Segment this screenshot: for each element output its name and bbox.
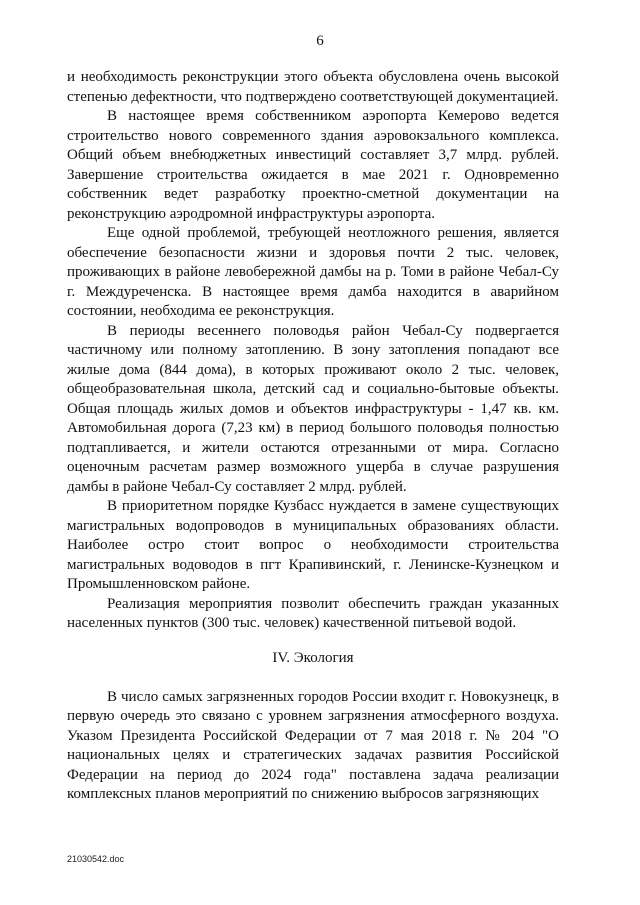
paragraph-dam-safety: Еще одной проблемой, требующей неотложного решения, является обеспечение безопасности жизни и здоровья почти 2 тыс. человек, проживающих в районе левобережной дамбы на р. Томи в районе Чебал-Су г. Междуреченска. В настоящее время дамба находится в аварийном состоянии, необходима ее реконструкция. xyxy=(67,225,559,319)
document-file-code: 21030542.doc xyxy=(67,854,125,864)
page-number: 6 xyxy=(316,33,324,49)
paragraph-flooding: В периоды весеннего половодья район Чебал-Су подвергается частичному или полному затоплению. В зону затопления попадают все жилые дома (844 дома), в которых проживают около 2 тыс. человек, общеобразовательная школа, детский сад и социально-бытовые объекты. Общая площадь жилых домов и объектов инфраструктуры - 1,47 кв. км. Автомобильная дорога (7,23 км) в период большого половодья полностью подтапливается, и жители остаются отрезанными от мира. Согласно оценочным расчетам размер возможного ущерба в случае разрушения дамбы в районе Чебал-Су составляет 2 млрд. рублей. xyxy=(67,322,559,495)
paragraph-ecology: В число самых загрязненных городов России входит г. Новокузнецк, в первую очередь это связано с уровнем загрязнения атмосферного воздуха. Указом Президента Российской Федерации от 7 мая 2018 г. № 204 "О национальных целях и стратегических задачах развития Российской Федерации на период до 2024 года" поставлена задача реализации комплексных планов мероприятий по снижению выбросов загрязняющих xyxy=(67,688,559,802)
paragraph-water-pipelines: В приоритетном порядке Кузбасс нуждается в замене существующих магистральных водопроводов в муниципальных образованиях области. Наиболее остро стоит вопрос о необходимости строительства магистральных водоводов в пгт Крапивинский, г. Ленинске-Кузнецком и Промышленновском районе. xyxy=(67,498,559,592)
paragraph-airport-terminal: В настоящее время собственником аэропорта Кемерово ведется строительство нового современного здания аэровокзального комплекса. Общий объем внебюджетных инвестиций составляет 3,7 млрд. рублей. Завершение строительства ожидается в мае 2021 г. Одновременно собственник ведет разработку проектно-сметной документации на реконструкцию аэродромной инфраструктуры аэропорта. xyxy=(67,108,559,222)
paragraph-drinking-water: Реализация мероприятия позволит обеспечить граждан указанных населенных пунктов (300 тыс. человек) качественной питьевой водой. xyxy=(67,595,559,631)
paragraph-continuation: и необходимость реконструкции этого объекта обусловлена очень высокой степенью дефектности, что подтверждено соответствующей документацией. xyxy=(67,69,559,105)
section-title-ecology: IV. Экология xyxy=(272,649,354,666)
document-body xyxy=(67,68,559,805)
